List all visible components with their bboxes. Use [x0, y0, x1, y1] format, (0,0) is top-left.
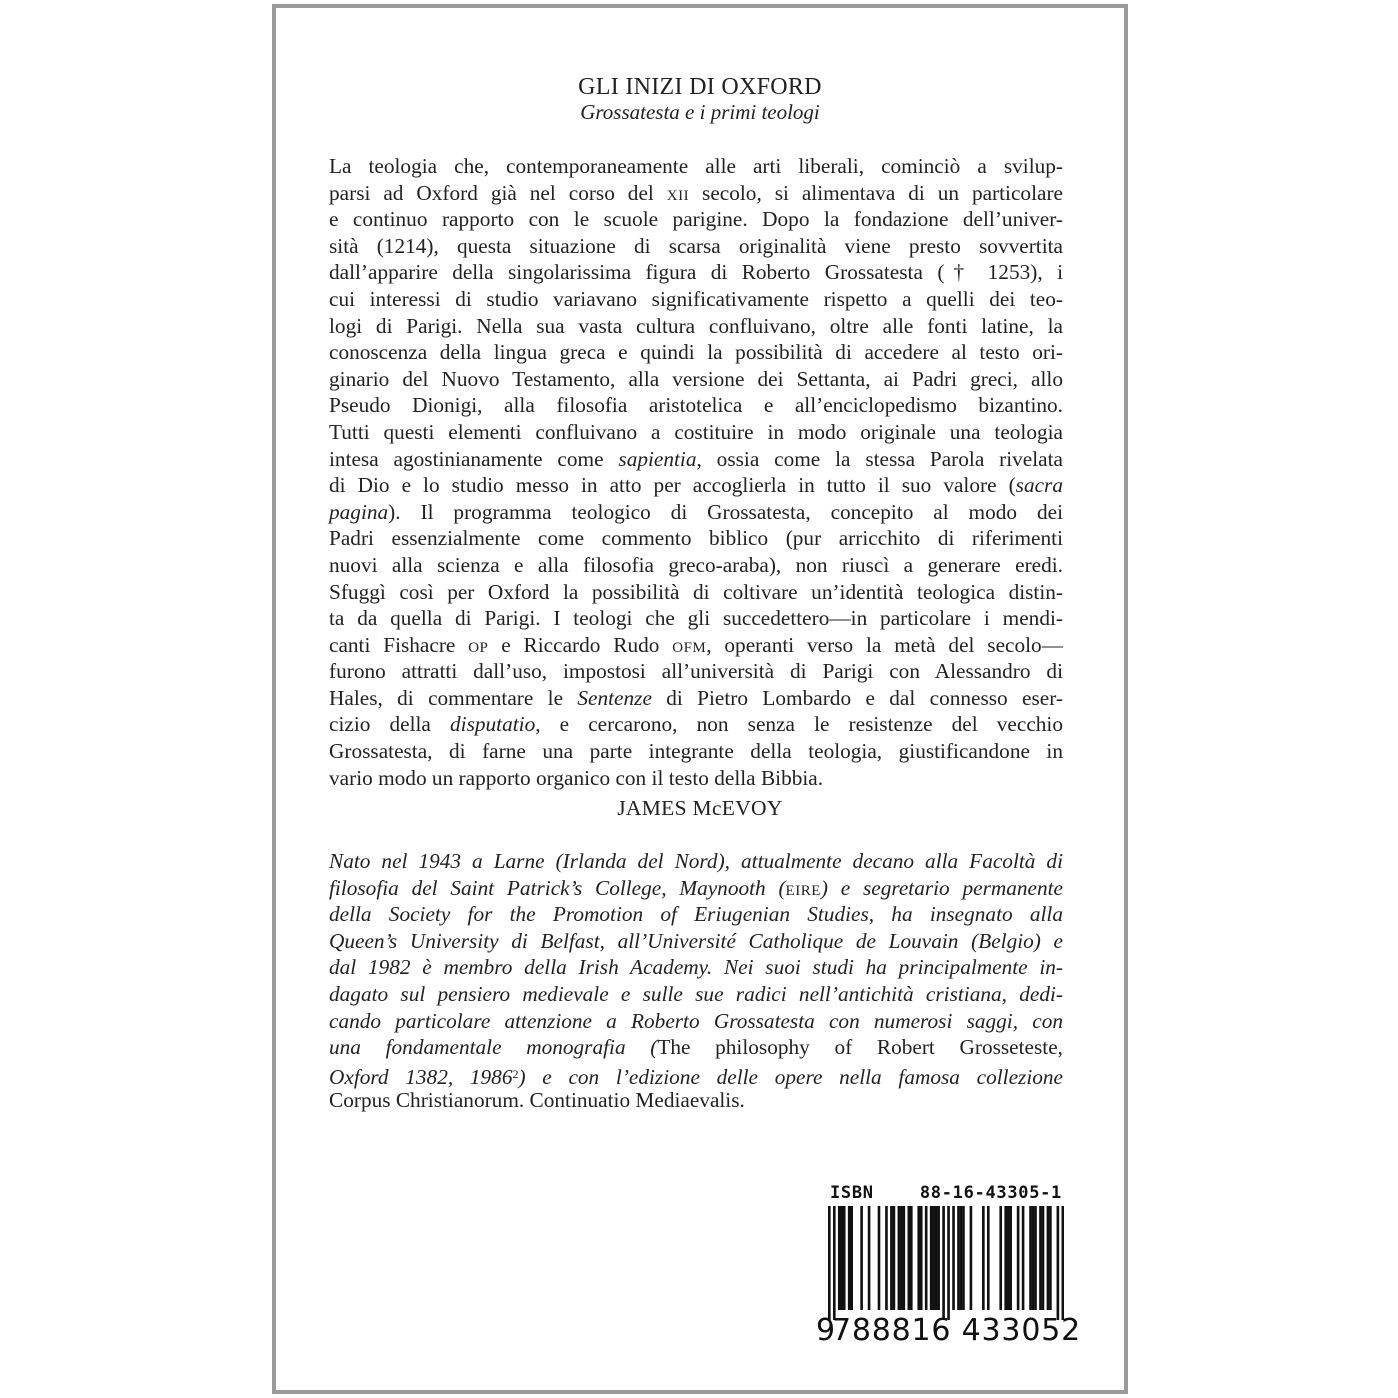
barcode-bar — [838, 1206, 841, 1310]
blurb-line: Tutti questi elementi confluivano a costituire in modo originale una teologia — [329, 419, 1063, 444]
blurb-line: cizio della disputatio, e cercarono, non senza le resistenze del vecchio — [329, 712, 1063, 737]
isbn-number: 88-16-43305-1 — [919, 1183, 1062, 1203]
ean-lead-digit: 9 — [816, 1313, 836, 1348]
bio-line: Oxford 1382, 1986$^2$) e con l’edizione delle opere nella famosa collezione — [329, 1064, 1063, 1089]
ean-number — [816, 1312, 1081, 1350]
barcode-bar — [1022, 1206, 1025, 1310]
barcode-bar — [885, 1206, 888, 1310]
blurb-line: furono attratti dall’uso, impostosi all’università di Parigi con Alessandro di — [329, 659, 1063, 684]
barcode-bar — [903, 1206, 906, 1310]
barcode-guard-bar — [1057, 1206, 1060, 1320]
blurb-line: intesa agostinianamente come sapientia, ossia come la stessa Parola rivelata — [329, 446, 1064, 471]
book-subtitle: Grossatesta e i primi teologi — [580, 100, 820, 124]
barcode-bar — [1017, 1206, 1020, 1310]
blurb-line: Padri essenzialmente come commento biblico (pur arricchito di riferimenti — [329, 526, 1063, 551]
barcode-bar — [868, 1206, 871, 1310]
bio-line: dagato sul pensiero medievale e sulle sue radici nell’antichità cristiana, dedi- — [329, 981, 1063, 1006]
barcode-bar — [843, 1206, 846, 1310]
barcode-bar — [1039, 1206, 1042, 1310]
barcode-bar — [987, 1206, 990, 1310]
barcode-bar — [1047, 1206, 1050, 1310]
barcode-bar — [848, 1206, 851, 1310]
barcode-bar — [900, 1206, 903, 1310]
blurb-line: dall’apparire della singolarissima figura di Roberto Grossatesta († 1253), i — [329, 260, 1063, 285]
barcode-bar — [1009, 1206, 1012, 1310]
blurb-line: conoscenza della lingua greca e quindi la possibilità di accedere al testo ori- — [329, 340, 1063, 365]
barcode-bar — [932, 1206, 935, 1310]
barcode-bar — [860, 1206, 863, 1310]
barcode-bar — [935, 1206, 938, 1310]
barcode — [828, 1206, 1064, 1320]
barcode-bar — [1042, 1206, 1045, 1310]
barcode-bar — [898, 1206, 901, 1310]
barcode-bar — [893, 1206, 896, 1310]
bio-line: della Society for the Promotion of Eriugenian Studies, ha insegnato alla — [329, 902, 1063, 927]
barcode-bar — [970, 1206, 973, 1310]
barcode-guard-bar — [828, 1206, 831, 1320]
blurb-line: di Dio e lo studio messo in atto per accoglierla in tutto il suo valore (sacra — [329, 473, 1063, 498]
barcode-bar — [920, 1206, 923, 1310]
barcode-bar — [952, 1206, 955, 1310]
barcode-guard-bar — [947, 1206, 950, 1320]
barcode-bar — [1004, 1206, 1007, 1310]
bio-line: Corpus Christianorum. Continuatio Mediaevalis. — [329, 1088, 745, 1113]
blurb-line: Grossatesta, di farne una parte integrante della teologia, giustificandone in — [329, 739, 1063, 764]
barcode-bar — [937, 1206, 940, 1310]
blurb-line: canti Fishacre OP e Riccardo Rudo OFM, operanti verso la metà del secolo— — [329, 632, 1063, 657]
blurb-line: cui interessi di studio variavano significativamente rispetto a quelli dei teo- — [329, 286, 1063, 311]
barcode-bar — [930, 1206, 933, 1310]
barcode-bar — [910, 1206, 913, 1310]
barcode-bar — [962, 1206, 965, 1310]
blurb-line: La teologia che, contemporaneamente alle arti liberali, cominciò a svilup- — [329, 154, 1063, 178]
barcode-bar — [925, 1206, 928, 1310]
barcode-bar — [890, 1206, 893, 1310]
blurb-line: ginario del Nuovo Testamento, alla versione dei Settanta, ai Padri greci, allo — [329, 366, 1063, 391]
bio-line: Nato nel 1943 a Larne (Irlanda del Nord), attualmente decano alla Facoltà di — [329, 849, 1063, 873]
author-name: JAMES McEVOY — [617, 796, 783, 820]
isbn-prefix: ISBN — [830, 1183, 874, 1203]
author-bio — [329, 848, 1063, 1114]
ean-digits: 788816 433052 — [832, 1313, 1081, 1348]
bio-line: dal 1982 è membro della Irish Academy. Nei suoi studi ha principalmente in- — [329, 955, 1063, 980]
blurb-line: logi di Parigi. Nella sua vasta cultura confluivano, oltre alle fonti latine, la — [329, 313, 1063, 338]
blurb-line: Hales, di commentare le Sentenze di Pietro Lombardo e dal connesso eser- — [329, 685, 1063, 710]
blurb-line: e continuo rapporto con le scuole parigine. Dopo la fondazione dell’univer- — [329, 207, 1063, 232]
blurb-line: nuovi alla scienza e alla filosofia greco-araba), non riuscì a generare eredi. — [329, 552, 1063, 577]
barcode-bar — [907, 1206, 910, 1310]
blurb-line: Sfuggì così per Oxford la possibilità di coltivare un’identità teologica distin- — [329, 579, 1063, 604]
barcode-bar — [982, 1206, 985, 1310]
blurb-line: sità (1214), questa situazione di scarsa originalità viene presto sovvertita — [329, 233, 1063, 258]
barcode-bar — [917, 1206, 920, 1310]
blurb-line: Pseudo Dionigi, alla filosofia aristotelica e all’enciclopedismo bizantino. — [329, 393, 1063, 418]
isbn-label — [830, 1183, 1062, 1203]
barcode-bar — [999, 1206, 1002, 1310]
barcode-guard-bar — [1062, 1206, 1064, 1320]
barcode-bar — [840, 1206, 843, 1310]
barcode-bar — [957, 1206, 960, 1310]
barcode-bar — [1032, 1206, 1035, 1310]
bio-line: una fondamentale monografia (The philosophy of Robert Grosseteste, — [329, 1035, 1063, 1060]
blurb-line: pagina). Il programma teologico di Grossatesta, concepito al modo dei — [329, 499, 1063, 524]
barcode-bar — [960, 1206, 963, 1310]
book-title: GLI INIZI DI OXFORD — [578, 74, 822, 100]
bio-line: Queen’s University di Belfast, all’Université Catholique de Louvain (Belgio) e — [329, 928, 1063, 953]
blurb-line: ta da quella di Parigi. I teologi che gli succedettero—in particolare i mendi- — [329, 606, 1063, 631]
barcode-bar — [850, 1206, 853, 1310]
book-back-cover — [272, 4, 1128, 1394]
barcode-guard-bar — [833, 1206, 836, 1320]
bio-line: cando particolare attenzione a Roberto Grossatesta con numerosi saggi, con — [329, 1008, 1063, 1033]
blurb-paragraph — [329, 153, 1063, 791]
barcode-bar — [1007, 1206, 1010, 1310]
barcode-bar — [1029, 1206, 1032, 1310]
barcode-bar — [1049, 1206, 1052, 1310]
bio-line: filosofia del Saint Patrick’s College, Maynooth (EIRE) e segretario permanente — [329, 875, 1064, 900]
barcode-guard-bar — [942, 1206, 945, 1320]
blurb-line: parsi ad Oxford già nel corso del XII secolo, si alimentava di un particolare — [329, 180, 1063, 205]
blurb-line: vario modo un rapporto organico con il testo della Bibbia. — [329, 765, 824, 790]
barcode-bar — [878, 1206, 881, 1310]
barcode-bar — [1034, 1206, 1037, 1310]
